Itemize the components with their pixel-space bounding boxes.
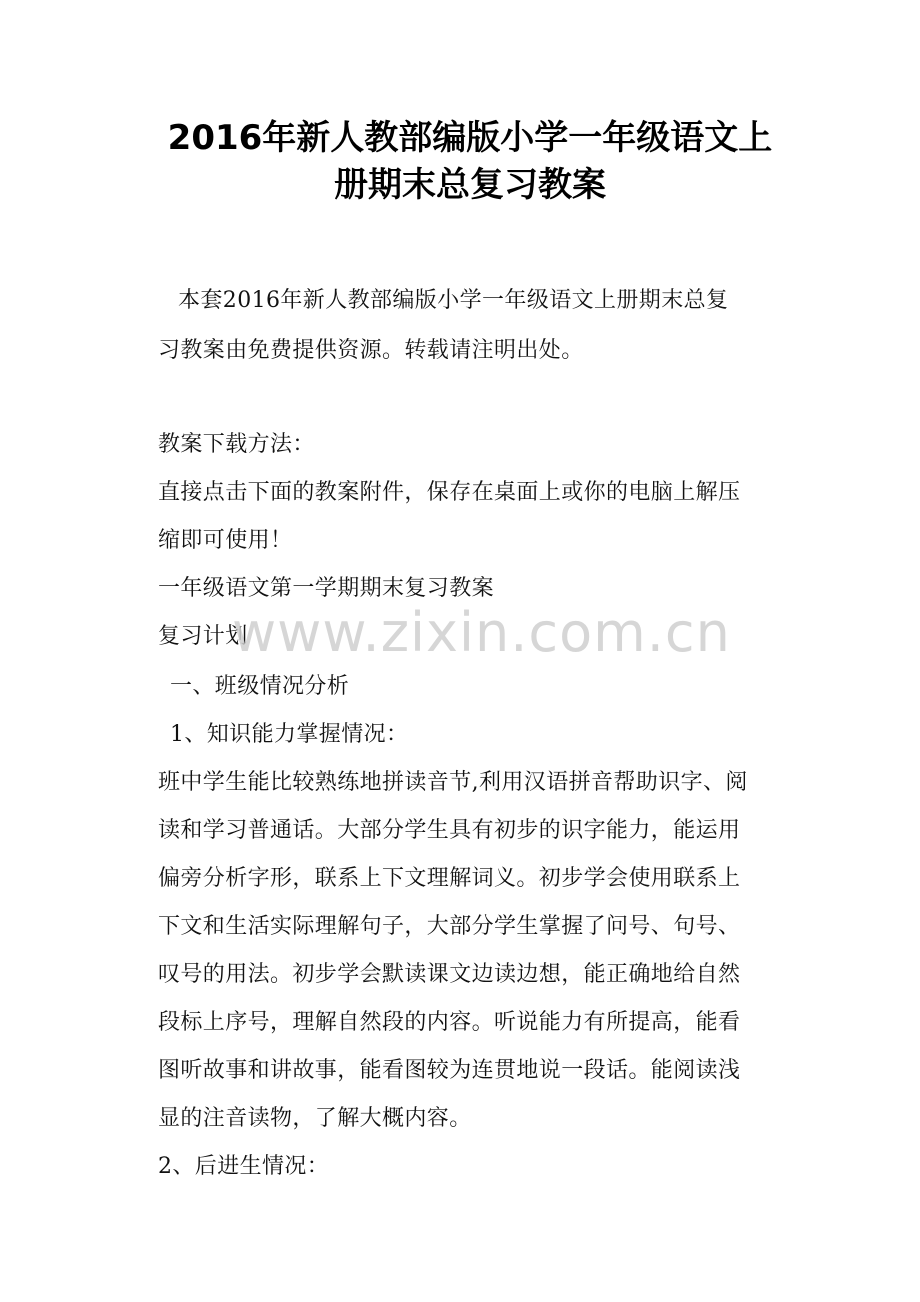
watermark: www.zixin.com.cn (232, 601, 731, 664)
document-title-line-2: 册期末总复习教案 (334, 165, 606, 205)
intro-line-2: 习教案由免费提供资源。转载请注明出处。 (158, 338, 584, 363)
download-heading: 教案下载方法： (158, 432, 315, 457)
plan-subtitle: 复习计划 (158, 624, 248, 649)
download-line-1: 直接点击下面的教案附件，保存在桌面上或你的电脑上解压 (158, 480, 741, 505)
intro-line-1: 本套2016年新人教部编版小学一年级语文上册期末总复 (178, 288, 729, 313)
section1-heading: 一、班级情况分析 (170, 674, 350, 699)
paragraph-line: 显的注音读物，了解大概内容。 (158, 1106, 472, 1131)
paragraph-line: 叹号的用法。初步学会默读课文边读边想，能正确地给自然 (158, 962, 741, 987)
paragraph-line: 段标上序号，理解自然段的内容。听说能力有所提高，能看 (158, 1010, 741, 1035)
paragraph-line: 下文和生活实际理解句子，大部分学生掌握了问号、句号、 (158, 914, 741, 939)
paragraph-line: 图听故事和讲故事，能看图较为连贯地说一段话。能阅读浅 (158, 1058, 741, 1083)
section1-subheading-1: 1、知识能力掌握情况： (170, 722, 409, 747)
download-line-2: 缩即可使用！ (158, 528, 293, 553)
paragraph-line: 偏旁分析字形，联系上下文理解词义。初步学会使用联系上 (158, 866, 741, 891)
plan-title: 一年级语文第一学期期末复习教案 (158, 576, 495, 601)
paragraph-line: 班中学生能比较熟练地拼读音节,利用汉语拼音帮助识字、阅 (158, 770, 748, 795)
paragraph-line: 读和学习普通话。大部分学生具有初步的识字能力，能运用 (158, 818, 741, 843)
section1-subheading-2: 2、后进生情况： (158, 1154, 330, 1179)
document-title-line-1: 2016年新人教部编版小学一年级语文上 (167, 118, 773, 158)
